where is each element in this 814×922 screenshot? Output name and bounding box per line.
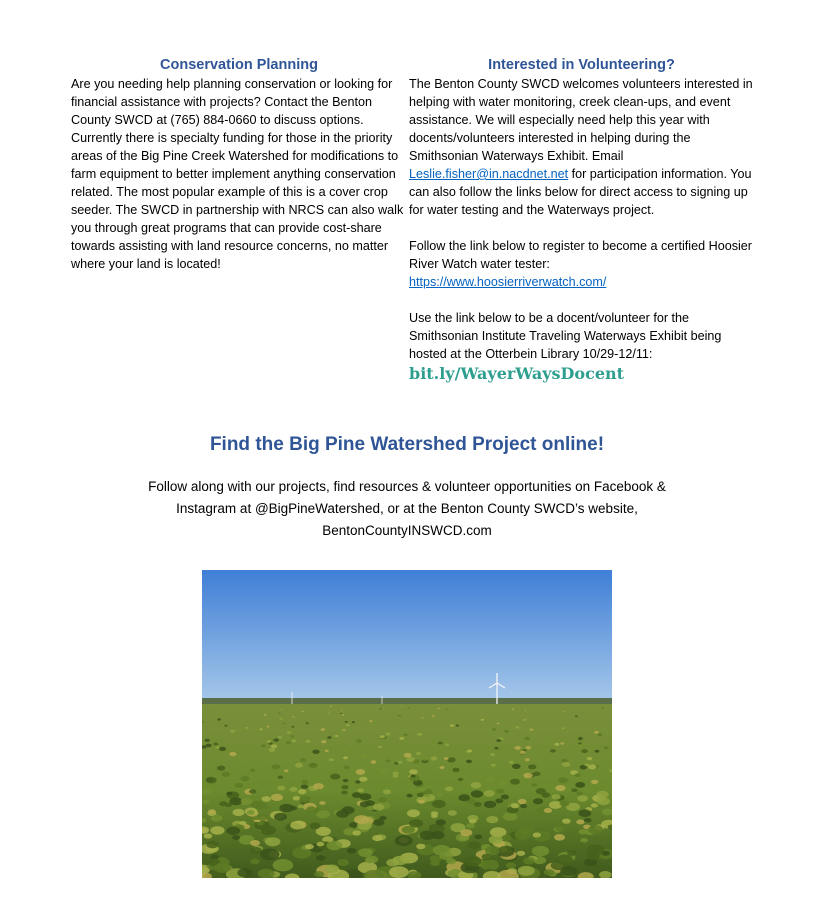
email-link[interactable]: Leslie.fisher@in.nacdnet.net <box>409 167 569 181</box>
sky <box>202 570 612 706</box>
volunteering-column <box>409 56 754 384</box>
river-watch-text: Follow the link below to register to become a certified Hoosier River Watch water tester: <box>409 239 752 271</box>
volunteering-intro <box>409 75 754 219</box>
volunteering-intro-text-2: for participation information. You can also follow the links below for direct access to signing up for water testing and the Waterways project. <box>409 167 752 217</box>
field-photo <box>202 570 612 878</box>
conservation-planning-heading: Conservation Planning <box>160 57 318 73</box>
docent-link[interactable]: bit.ly/WayerWaysDocent <box>409 364 625 383</box>
online-follow-text <box>100 476 714 542</box>
online-heading: Find the Big Pine Watershed Project online! <box>209 434 605 455</box>
online-follow-line-2: Instagram at @BigPineWatershed, or at the Benton County SWCD’s website, <box>176 501 638 516</box>
river-watch-link[interactable]: https://www.hoosierriverwatch.com/ <box>409 275 607 289</box>
volunteering-heading: Interested in Volunteering? <box>488 57 675 73</box>
docent-text: Use the link below to be a docent/volunteer for the Smithsonian Institute Traveling Waterways Exhibit being hosted at the Otterbein Library 10/29-12/11: <box>409 311 722 361</box>
field-photo-image <box>202 570 612 878</box>
volunteering-intro-text: The Benton County SWCD welcomes volunteers interested in helping with water monitoring, creek clean-ups, and event assistance. We will especially need help this year with docents/volunteers interested in helping during the Smithsonian Waterways Exhibit. Email <box>409 77 753 163</box>
online-follow-line-3: BentonCountyINSWCD.com <box>322 523 492 538</box>
conservation-planning-text: Are you needing help planning conservation or looking for financial assistance with projects? Contact the Benton County SWCD at (765) 884-0660 to discuss options. Currently there is specialty funding for those in the priority areas of the Big Pine Creek Watershed for modifications to farm equipment to better implement anything conservation related. The most popular example of this is a cover crop seeder. The SWCD in partnership with NRCS can also walk you through great programs that can provide cost-share towards assisting with land resource concerns, no matter where your land is located! <box>71 77 404 271</box>
conservation-planning-column <box>71 56 407 273</box>
online-follow-line-1: Follow along with our projects, find resources & volunteer opportunities on Facebook & <box>148 479 666 494</box>
